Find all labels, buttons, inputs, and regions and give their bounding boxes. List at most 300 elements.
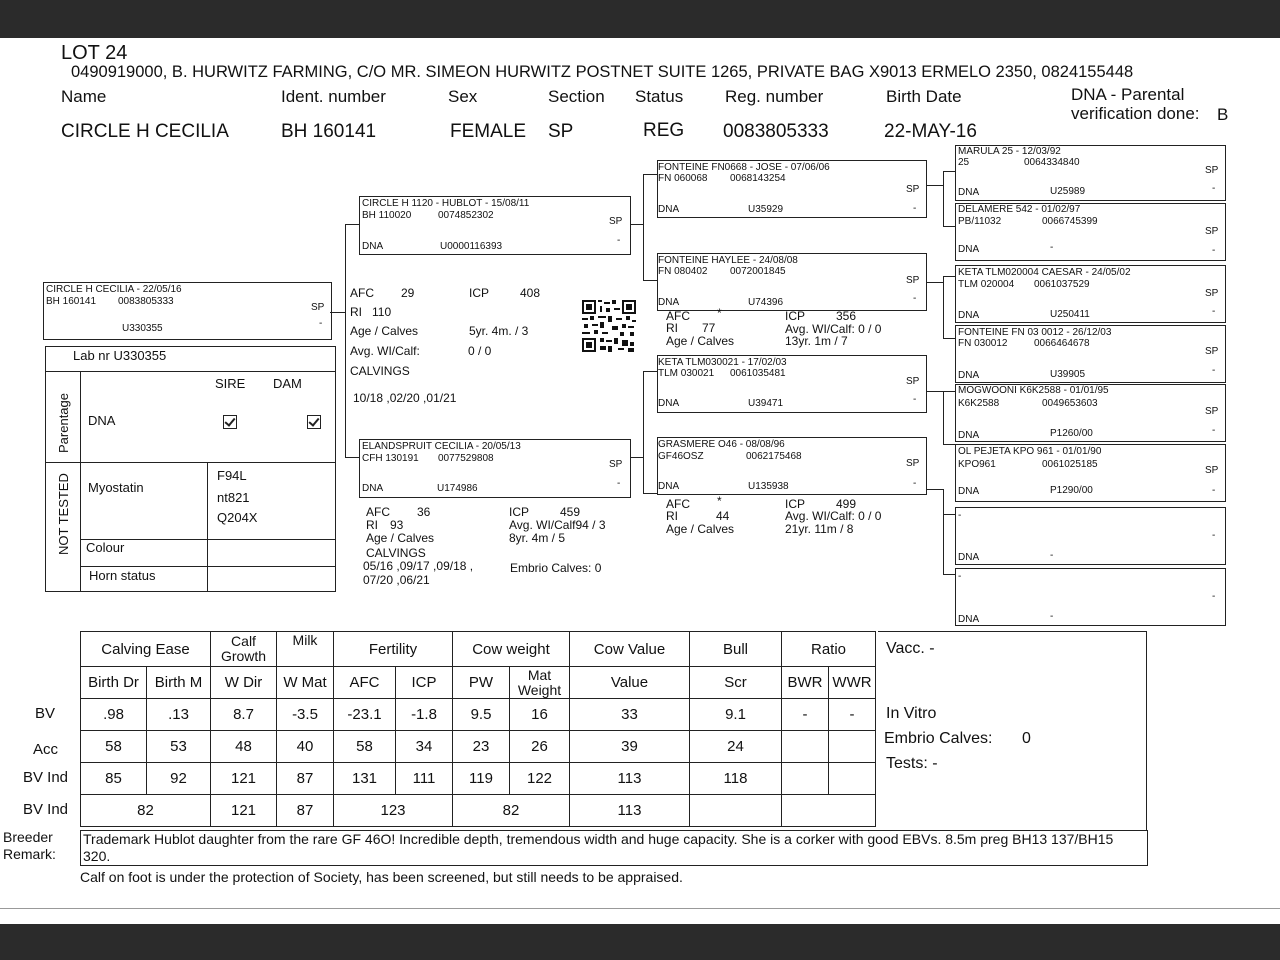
table-cell: [782, 731, 829, 763]
pedigree-dna: DNA: [958, 430, 980, 441]
pedigree-dash: -: [1212, 425, 1216, 436]
pedigree-sp: SP: [1205, 226, 1219, 237]
perf-label: AFC: [666, 309, 690, 323]
pedigree-sp: SP: [1205, 346, 1219, 357]
dam-column: DAM: [273, 376, 302, 391]
perf-value: 8yr. 4m / 5: [509, 531, 566, 545]
pedigree-dna: DNA: [958, 370, 980, 381]
pedigree-dash: -: [1212, 183, 1216, 194]
perf-label: AFC: [666, 497, 690, 511]
pedigree-reg: 0061035481: [730, 368, 786, 379]
group-header: Fertility: [334, 632, 453, 667]
pedigree-title: FONTEINE FN 03 0012 - 26/12/03: [958, 327, 1112, 338]
table-cell: 48: [211, 731, 277, 763]
pedigree-dash: -: [913, 478, 917, 489]
lab-number: Lab nr U330355: [73, 348, 167, 363]
pedigree-code: U39471: [748, 398, 784, 409]
connector: [643, 174, 644, 281]
pedigree-dna: DNA: [658, 204, 680, 215]
table-cell: 58: [334, 731, 396, 763]
pedigree-dash: -: [1212, 485, 1216, 496]
label-ident: Ident. number: [281, 87, 386, 106]
column-header: Birth M: [147, 667, 211, 699]
value-section: SP: [548, 121, 574, 142]
pedigree-ident: TLM 030021: [658, 368, 715, 379]
column-header: Scr: [690, 667, 782, 699]
sire-sp: SP: [609, 216, 623, 227]
pedigree-box: [657, 355, 927, 413]
column-header: Mat Weight: [510, 667, 570, 699]
pedigree-box: [955, 507, 1226, 565]
connector: [925, 185, 943, 186]
dam-sp: SP: [609, 459, 623, 470]
table-cell: 82: [81, 795, 211, 827]
connector: [345, 457, 359, 458]
pedigree-reg: 0061025185: [1042, 459, 1098, 470]
perf-label: CALVINGS: [366, 546, 426, 560]
pedigree-box: [657, 253, 927, 311]
table-cell: 53: [147, 731, 211, 763]
dam-dna: DNA: [362, 483, 384, 494]
lab-panel: [45, 346, 336, 592]
value-birth: 22-MAY-16: [884, 121, 977, 142]
pedigree-ident: TLM 020004: [958, 279, 1015, 290]
tests-label: Tests: -: [886, 755, 938, 772]
group-header: Calf Growth: [211, 632, 277, 667]
perf-value: 356: [836, 309, 857, 323]
pedigree-sp: SP: [1205, 165, 1219, 176]
table-row: [81, 763, 876, 795]
pedigree-code: -: [1050, 611, 1054, 622]
bottom-bar: [0, 924, 1280, 960]
breeding-values-table: [80, 631, 876, 827]
qr-code-icon: [582, 300, 636, 352]
owner-line: 0490919000, B. HURWITZ FARMING, C/O MR. SIMEON HURWITZ POSTNET SUITE 1265, PRIVATE BAG X9013 ERMELO 2350, 0824155448: [71, 63, 1134, 81]
pedigree-box: [657, 160, 927, 218]
row-label: Acc: [33, 741, 59, 758]
connector: [345, 224, 346, 458]
pedigree-dna: DNA: [958, 187, 980, 198]
table-cell: 111: [396, 763, 453, 795]
table-cell: 26: [510, 731, 570, 763]
table-row: [81, 731, 876, 763]
label-section: Section: [548, 87, 605, 106]
parentage-label: Parentage: [56, 393, 71, 453]
pedigree-code: U250411: [1050, 309, 1090, 320]
table-cell: 122: [510, 763, 570, 795]
pedigree-ident: PB/11032: [958, 216, 1002, 227]
connector: [943, 574, 955, 575]
pedigree-dash: -: [1212, 365, 1216, 376]
table-row: [81, 795, 876, 827]
colour-label: Colour: [86, 540, 125, 555]
perf-value: Avg. WI/Calf: 0 / 0: [785, 322, 882, 336]
pedigree-reg: 0072001845: [730, 266, 786, 277]
value-name: CIRCLE H CECILIA: [61, 121, 229, 142]
table-cell: .13: [147, 699, 211, 731]
column-header: WWR: [829, 667, 876, 699]
column-header: W Mat: [277, 667, 334, 699]
perf-value: 21yr. 11m / 8: [785, 522, 854, 536]
perf-label: Age / Calves: [366, 531, 435, 545]
sire-title: CIRCLE H 1120 - HUBLOT - 15/08/11: [362, 198, 530, 209]
perf-value: 110: [372, 305, 392, 319]
dam-title: ELANDSPRUIT CECILIA - 20/05/13: [362, 441, 521, 452]
table-cell: 8.7: [211, 699, 277, 731]
perf-value: 07/20 ,06/21: [363, 573, 430, 587]
column-header: AFC: [334, 667, 396, 699]
label-dna-2: verification done:: [1071, 104, 1200, 123]
myostatin-value: nt821: [217, 490, 250, 505]
animal-sp: SP: [311, 302, 325, 313]
sire-dna-checkbox: [223, 415, 237, 429]
pedigree-ident: GF46OSZ: [658, 451, 704, 462]
table-cell: 92: [147, 763, 211, 795]
dam-reg: 0077529808: [438, 453, 494, 464]
connector: [643, 371, 657, 372]
table-cell: .98: [81, 699, 147, 731]
pedigree-title: KETA TLM030021 - 17/02/03: [658, 357, 787, 368]
table-cell: 85: [81, 763, 147, 795]
table-cell: 9.5: [453, 699, 510, 731]
column-header: W Dir: [211, 667, 277, 699]
pedigree-code: P1290/00: [1050, 485, 1093, 496]
connector: [629, 457, 643, 458]
label-reg: Reg. number: [725, 87, 824, 106]
pedigree-ident: K6K2588: [958, 398, 1000, 409]
divider: [46, 462, 335, 463]
connector: [925, 489, 943, 490]
connector: [943, 391, 944, 445]
pedigree-code: U74396: [748, 297, 784, 308]
value-ident: BH 160141: [281, 121, 377, 142]
divider: [207, 462, 208, 591]
perf-label: CALVINGS: [350, 364, 410, 378]
perf-value: 0 / 0: [468, 344, 492, 358]
table-cell: 40: [277, 731, 334, 763]
myostatin-value: Q204X: [217, 510, 258, 525]
pedigree-title: FONTEINE FN0668 - JOSE - 07/06/06: [658, 162, 830, 173]
group-header: Milk: [277, 632, 334, 667]
pedigree-reg: 0062175468: [746, 451, 802, 462]
pedigree-sp: SP: [1205, 406, 1219, 417]
animal-code: U330355: [122, 323, 163, 334]
pedigree-code: -: [1050, 550, 1054, 561]
lot-number: LOT 24: [61, 42, 128, 64]
connector: [943, 489, 944, 575]
pedigree-dna: DNA: [658, 481, 680, 492]
connector: [643, 371, 644, 494]
table-cell: 82: [453, 795, 570, 827]
table-cell: -3.5: [277, 699, 334, 731]
label-birth: Birth Date: [886, 87, 962, 106]
top-bar: [0, 0, 1280, 38]
connector: [943, 226, 955, 227]
pedigree-box: [955, 145, 1226, 201]
row-label: BV Ind: [23, 769, 69, 786]
table-cell: 24: [690, 731, 782, 763]
pedigree-sp: SP: [906, 275, 920, 286]
pedigree-reg: 0066464678: [1034, 338, 1090, 349]
pedigree-ident: FN 030012: [958, 338, 1008, 349]
table-cell: 123: [334, 795, 453, 827]
embrio-calves-value: 0: [1022, 730, 1031, 747]
table-cell: 119: [453, 763, 510, 795]
vacc-label: Vacc. -: [886, 640, 935, 657]
table-cell: 9.1: [690, 699, 782, 731]
column-header: ICP: [396, 667, 453, 699]
table-cell: 16: [510, 699, 570, 731]
pedigree-dna: DNA: [958, 244, 980, 255]
pedigree-code: U39905: [1050, 369, 1086, 380]
connector: [943, 338, 955, 339]
pedigree-title: FONTEINE HAYLEE - 24/08/08: [658, 255, 798, 266]
perf-value: 36: [417, 505, 431, 519]
pedigree-dash: -: [1212, 306, 1216, 317]
pedigree-dash: -: [1212, 591, 1216, 602]
perf-value: *: [717, 494, 722, 508]
connector: [943, 514, 955, 515]
embrio-calves-label: Embrio Calves:: [884, 730, 993, 747]
animal-ident: BH 160141: [46, 296, 97, 307]
perf-value: 77: [702, 321, 716, 335]
pedigree-dash: -: [913, 203, 917, 214]
connector: [643, 174, 657, 175]
column-header: PW: [453, 667, 510, 699]
pedigree-ident: KPO961: [958, 459, 996, 470]
pedigree-code: U25989: [1050, 186, 1086, 197]
perf-label: RI: [666, 509, 678, 523]
table-cell: [782, 795, 876, 827]
table-cell: 34: [396, 731, 453, 763]
value-sex: FEMALE: [450, 121, 527, 142]
perf-value: 5yr. 4m. / 3: [469, 324, 529, 338]
label-status: Status: [635, 87, 684, 106]
pedigree-reg: 0049653603: [1042, 398, 1098, 409]
table-cell: -23.1: [334, 699, 396, 731]
value-reg: 0083805333: [723, 121, 829, 142]
pedigree-title: -: [958, 571, 962, 582]
value-status: REG: [643, 120, 685, 141]
value-dna: B: [1217, 105, 1229, 124]
pedigree-reg: 0066745399: [1042, 216, 1098, 227]
pedigree-reg: 0068143254: [730, 173, 786, 184]
perf-label: RI: [666, 321, 678, 335]
row-label: BV: [35, 705, 56, 722]
pedigree-title: MOGWOONI K6K2588 - 01/01/95: [958, 385, 1109, 396]
pedigree-dna: DNA: [958, 310, 980, 321]
pedigree-dash: -: [913, 293, 917, 304]
sire-ident: BH 110020: [362, 210, 412, 221]
column-header: Value: [570, 667, 690, 699]
footer-note: Calf on foot is under the protection of Society, has been screened, but still needs to be appraised.: [80, 869, 683, 885]
pedigree-box: [955, 444, 1226, 502]
connector: [943, 276, 955, 277]
table-cell: -: [782, 699, 829, 731]
pedigree-code: U35929: [748, 204, 784, 215]
table-cell: 121: [211, 763, 277, 795]
group-header: Cow Value: [570, 632, 690, 667]
pedigree-dash: -: [1212, 245, 1216, 256]
dam-dash: -: [617, 478, 621, 489]
perf-label: ICP: [509, 505, 530, 519]
dam-box: [359, 439, 631, 498]
perf-value: Embrio Calves: 0: [510, 561, 602, 575]
connector: [943, 444, 955, 445]
pedigree-title: GRASMERE O46 - 08/08/96: [658, 439, 785, 450]
vaccination-panel: [878, 631, 1147, 832]
group-header: Cow weight: [453, 632, 570, 667]
table-cell: 113: [570, 795, 690, 827]
row-label: BV Ind: [23, 801, 69, 818]
perf-value: *: [717, 306, 722, 320]
perf-value: Avg. WI/Calf94 / 3: [509, 518, 606, 532]
perf-label: Age / Calves: [350, 324, 419, 338]
not-tested-label: NOT TESTED: [56, 473, 71, 555]
pedigree-title: MARULA 25 - 12/03/92: [958, 146, 1061, 157]
table-cell: [782, 763, 829, 795]
perf-value: 459: [560, 505, 581, 519]
perf-label: ICP: [469, 286, 490, 300]
group-header: Bull: [690, 632, 782, 667]
pedigree-box: [955, 568, 1226, 626]
perf-label: ICP: [785, 497, 806, 511]
pedigree-code: P1260/00: [1050, 428, 1093, 439]
pedigree-ident: FN 060068: [658, 173, 708, 184]
pedigree-dash: -: [1212, 530, 1216, 541]
pedigree-ident: FN 080402: [658, 266, 708, 277]
pedigree-sp: SP: [906, 184, 920, 195]
connector: [943, 171, 944, 227]
pedigree-dna: DNA: [658, 398, 680, 409]
pedigree-reg: 0061037529: [1034, 279, 1090, 290]
sire-box: [359, 196, 631, 255]
perf-value: 93: [390, 518, 404, 532]
perf-label: AFC: [366, 505, 390, 519]
connector: [925, 282, 943, 283]
bottom-rule: [0, 908, 1280, 909]
table-cell: 23: [453, 731, 510, 763]
label-sex: Sex: [448, 87, 478, 106]
connector: [943, 171, 955, 172]
table-cell: [829, 763, 876, 795]
sire-dna: DNA: [362, 241, 384, 252]
table-cell: 118: [690, 763, 782, 795]
table-cell: -: [829, 699, 876, 731]
perf-label: ICP: [785, 309, 806, 323]
table-cell: 87: [277, 763, 334, 795]
perf-value: 05/16 ,09/17 ,09/18 ,: [363, 559, 474, 573]
label-dna-1: DNA - Parental: [1071, 85, 1185, 104]
pedigree-dna: DNA: [658, 297, 680, 308]
pedigree-sp: SP: [906, 376, 920, 387]
perf-value: 499: [836, 497, 857, 511]
perf-label: RI: [350, 305, 362, 319]
perf-label: Age / Calves: [666, 522, 735, 536]
perf-value: 29: [401, 286, 415, 300]
pedigree-box: [955, 384, 1226, 442]
remark-box: [80, 830, 1148, 866]
perf-value: Avg. WI/Calf: 0 / 0: [785, 509, 882, 523]
sire-column: SIRE: [215, 376, 246, 391]
dam-code: U174986: [437, 483, 478, 494]
divider: [46, 371, 335, 372]
animal-box: [43, 282, 332, 340]
column-header: Birth Dr: [81, 667, 147, 699]
connector: [643, 280, 657, 281]
connector: [629, 224, 643, 225]
table-cell: -1.8: [396, 699, 453, 731]
connector: [943, 391, 955, 392]
perf-label: Avg. WI/Calf:: [350, 344, 420, 358]
pedigree-box: [955, 203, 1226, 261]
group-header: Ratio: [782, 632, 876, 667]
pedigree-dash: -: [913, 394, 917, 405]
myostatin-label: Myostatin: [88, 480, 144, 495]
connector: [925, 391, 943, 392]
perf-label: Age / Calves: [666, 334, 735, 348]
pedigree-ident: 25: [958, 157, 970, 168]
myostatin-value: F94L: [217, 468, 247, 483]
connector: [345, 224, 359, 225]
pedigree-dna: DNA: [958, 614, 980, 625]
perf-value: 10/18 ,02/20 ,01/21: [353, 391, 457, 405]
dna-row-label: DNA: [88, 413, 116, 428]
horn-status-label: Horn status: [89, 568, 156, 583]
sire-reg: 0074852302: [438, 210, 494, 221]
pedigree-code: U135938: [748, 481, 789, 492]
pedigree-box: [955, 265, 1226, 323]
table-row: [81, 699, 876, 731]
perf-value: 44: [716, 509, 730, 523]
pedigree-title: -: [958, 510, 962, 521]
table-cell: 33: [570, 699, 690, 731]
pedigree-sp: SP: [906, 458, 920, 469]
remark-label: Remark:: [3, 846, 56, 862]
in-vitro-label: In Vitro: [886, 705, 937, 722]
perf-value: 408: [520, 286, 541, 300]
label-name: Name: [61, 87, 107, 106]
perf-label: AFC: [350, 286, 374, 300]
pedigree-reg: 0064334840: [1024, 157, 1080, 168]
sire-code: U0000116393: [440, 241, 503, 252]
pedigree-title: DELAMERE 542 - 01/02/97: [958, 204, 1081, 215]
table-cell: 87: [277, 795, 334, 827]
remark-text: Trademark Hublot daughter from the rare GF 46O! Incredible depth, tremendous width and huge capacity. She is a corker with good EBVs. 8.5m preg BH13 137/BH15 320.: [83, 831, 1114, 864]
pedigree-dna: DNA: [958, 486, 980, 497]
connector: [330, 312, 346, 313]
pedigree-box: [657, 437, 927, 495]
sire-dash: -: [617, 235, 621, 246]
dam-ident: CFH 130191: [362, 453, 419, 464]
column-header: BWR: [782, 667, 829, 699]
connector: [943, 276, 944, 339]
divider: [80, 371, 81, 591]
remark-label: Breeder: [3, 829, 53, 845]
pedigree-title: OL PEJETA KPO 961 - 01/01/90: [958, 446, 1102, 457]
animal-reg: 0083805333: [118, 296, 174, 307]
perf-label: RI: [366, 518, 378, 532]
table-cell: 58: [81, 731, 147, 763]
connector: [643, 493, 657, 494]
table-cell: 39: [570, 731, 690, 763]
perf-value: 13yr. 1m / 7: [785, 334, 848, 348]
table-cell: 113: [570, 763, 690, 795]
table-cell: 121: [211, 795, 277, 827]
pedigree-sp: SP: [1205, 465, 1219, 476]
table-cell: [690, 795, 782, 827]
animal-dash: -: [319, 318, 323, 329]
